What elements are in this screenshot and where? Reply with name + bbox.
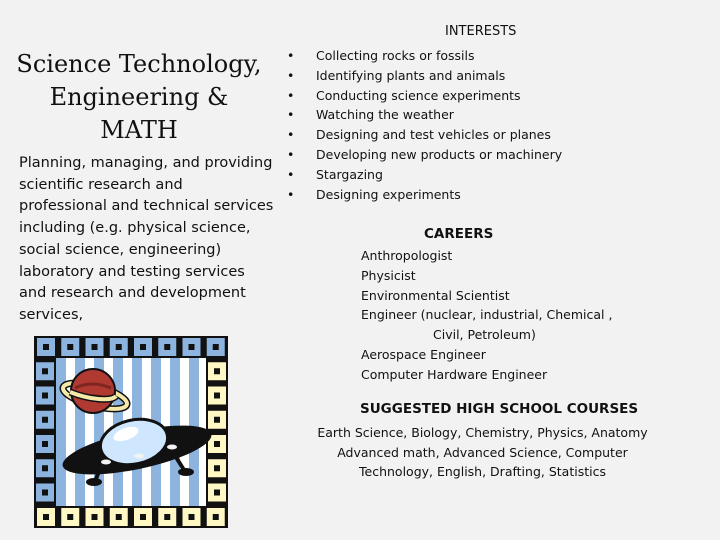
bullet: • xyxy=(287,107,295,123)
border-square xyxy=(61,508,79,526)
border-square xyxy=(37,508,55,526)
border-square xyxy=(208,387,226,405)
interest-text: Conducting science experiments xyxy=(316,87,521,103)
list-item xyxy=(287,105,562,125)
space-clipart xyxy=(34,336,228,528)
border-square xyxy=(36,387,54,405)
interests-heading: INTERESTS xyxy=(445,24,517,39)
bullet: • xyxy=(287,127,295,143)
list-item xyxy=(287,165,562,185)
border-square xyxy=(86,508,104,526)
border-square xyxy=(208,459,226,477)
border-square xyxy=(134,338,152,356)
career-item: Engineer (nuclear, industrial, Chemical , xyxy=(361,307,613,323)
interest-text: Stargazing xyxy=(316,166,383,182)
interest-text: Designing experiments xyxy=(316,186,461,202)
career-item: Physicist xyxy=(361,267,416,283)
courses-line: Advanced math, Advanced Science, Computer xyxy=(337,444,628,460)
bullet: • xyxy=(287,87,295,103)
interest-text: Identifying plants and animals xyxy=(316,67,506,83)
border-square xyxy=(134,508,152,526)
border-square xyxy=(183,338,201,356)
border-square xyxy=(158,508,176,526)
careers-heading: CAREERS xyxy=(424,226,494,242)
list-item xyxy=(287,66,562,86)
career-item: Aerospace Engineer xyxy=(361,346,486,362)
list-item xyxy=(287,145,562,165)
interest-text: Collecting rocks or fossils xyxy=(316,48,475,63)
courses-line: Earth Science, Biology, Chemistry, Physics, Anatomy xyxy=(317,425,648,440)
interests-list xyxy=(287,46,562,204)
bullet: • xyxy=(287,146,295,162)
career-item-continued: Civil, Petroleum) xyxy=(433,327,536,343)
border-square xyxy=(110,338,128,356)
border-square xyxy=(36,411,54,429)
interest-text: Developing new products or machinery xyxy=(316,146,563,162)
border-square xyxy=(36,435,54,453)
border-square xyxy=(36,362,54,380)
border-square xyxy=(207,338,225,356)
cluster-title-line: Science Technology, xyxy=(16,50,262,78)
bullet: • xyxy=(287,186,295,202)
cluster-title xyxy=(8,48,270,147)
border-square xyxy=(36,484,54,502)
border-square xyxy=(158,338,176,356)
courses-line: Technology, English, Drafting, Statistics xyxy=(359,464,606,480)
career-item: Environmental Scientist xyxy=(361,287,510,303)
background-stripe xyxy=(56,358,66,506)
border-square xyxy=(207,508,225,526)
bullet: • xyxy=(287,166,295,182)
cluster-title-line: Engineering & xyxy=(49,83,229,111)
border-square xyxy=(183,508,201,526)
courses-heading: SUGGESTED HIGH SCHOOL COURSES xyxy=(360,401,639,417)
list-item xyxy=(287,185,562,205)
border-square xyxy=(208,484,226,502)
border-square xyxy=(37,338,55,356)
interest-text: Watching the weather xyxy=(316,107,454,123)
career-item: Anthropologist xyxy=(361,248,453,263)
interest-text: Designing and test vehicles or planes xyxy=(316,127,551,143)
cluster-title-line: MATH xyxy=(100,116,178,144)
border-square xyxy=(208,362,226,380)
career-item: Computer Hardware Engineer xyxy=(361,366,548,382)
list-item xyxy=(287,46,562,66)
border-square xyxy=(208,411,226,429)
careers-list xyxy=(361,246,612,385)
list-item xyxy=(287,86,562,106)
bullet: • xyxy=(287,48,295,63)
border-square xyxy=(36,459,54,477)
list-item xyxy=(287,125,562,145)
bullet: • xyxy=(287,67,295,83)
border-square xyxy=(86,338,104,356)
cluster-description: Planning, managing, and providing scientific research and professional and technical services including (e.g. physical science, social science, engineering) laboratory and testing services and research and development services, xyxy=(19,155,274,323)
border-square xyxy=(61,338,79,356)
border-square xyxy=(110,508,128,526)
courses-text xyxy=(310,423,655,482)
